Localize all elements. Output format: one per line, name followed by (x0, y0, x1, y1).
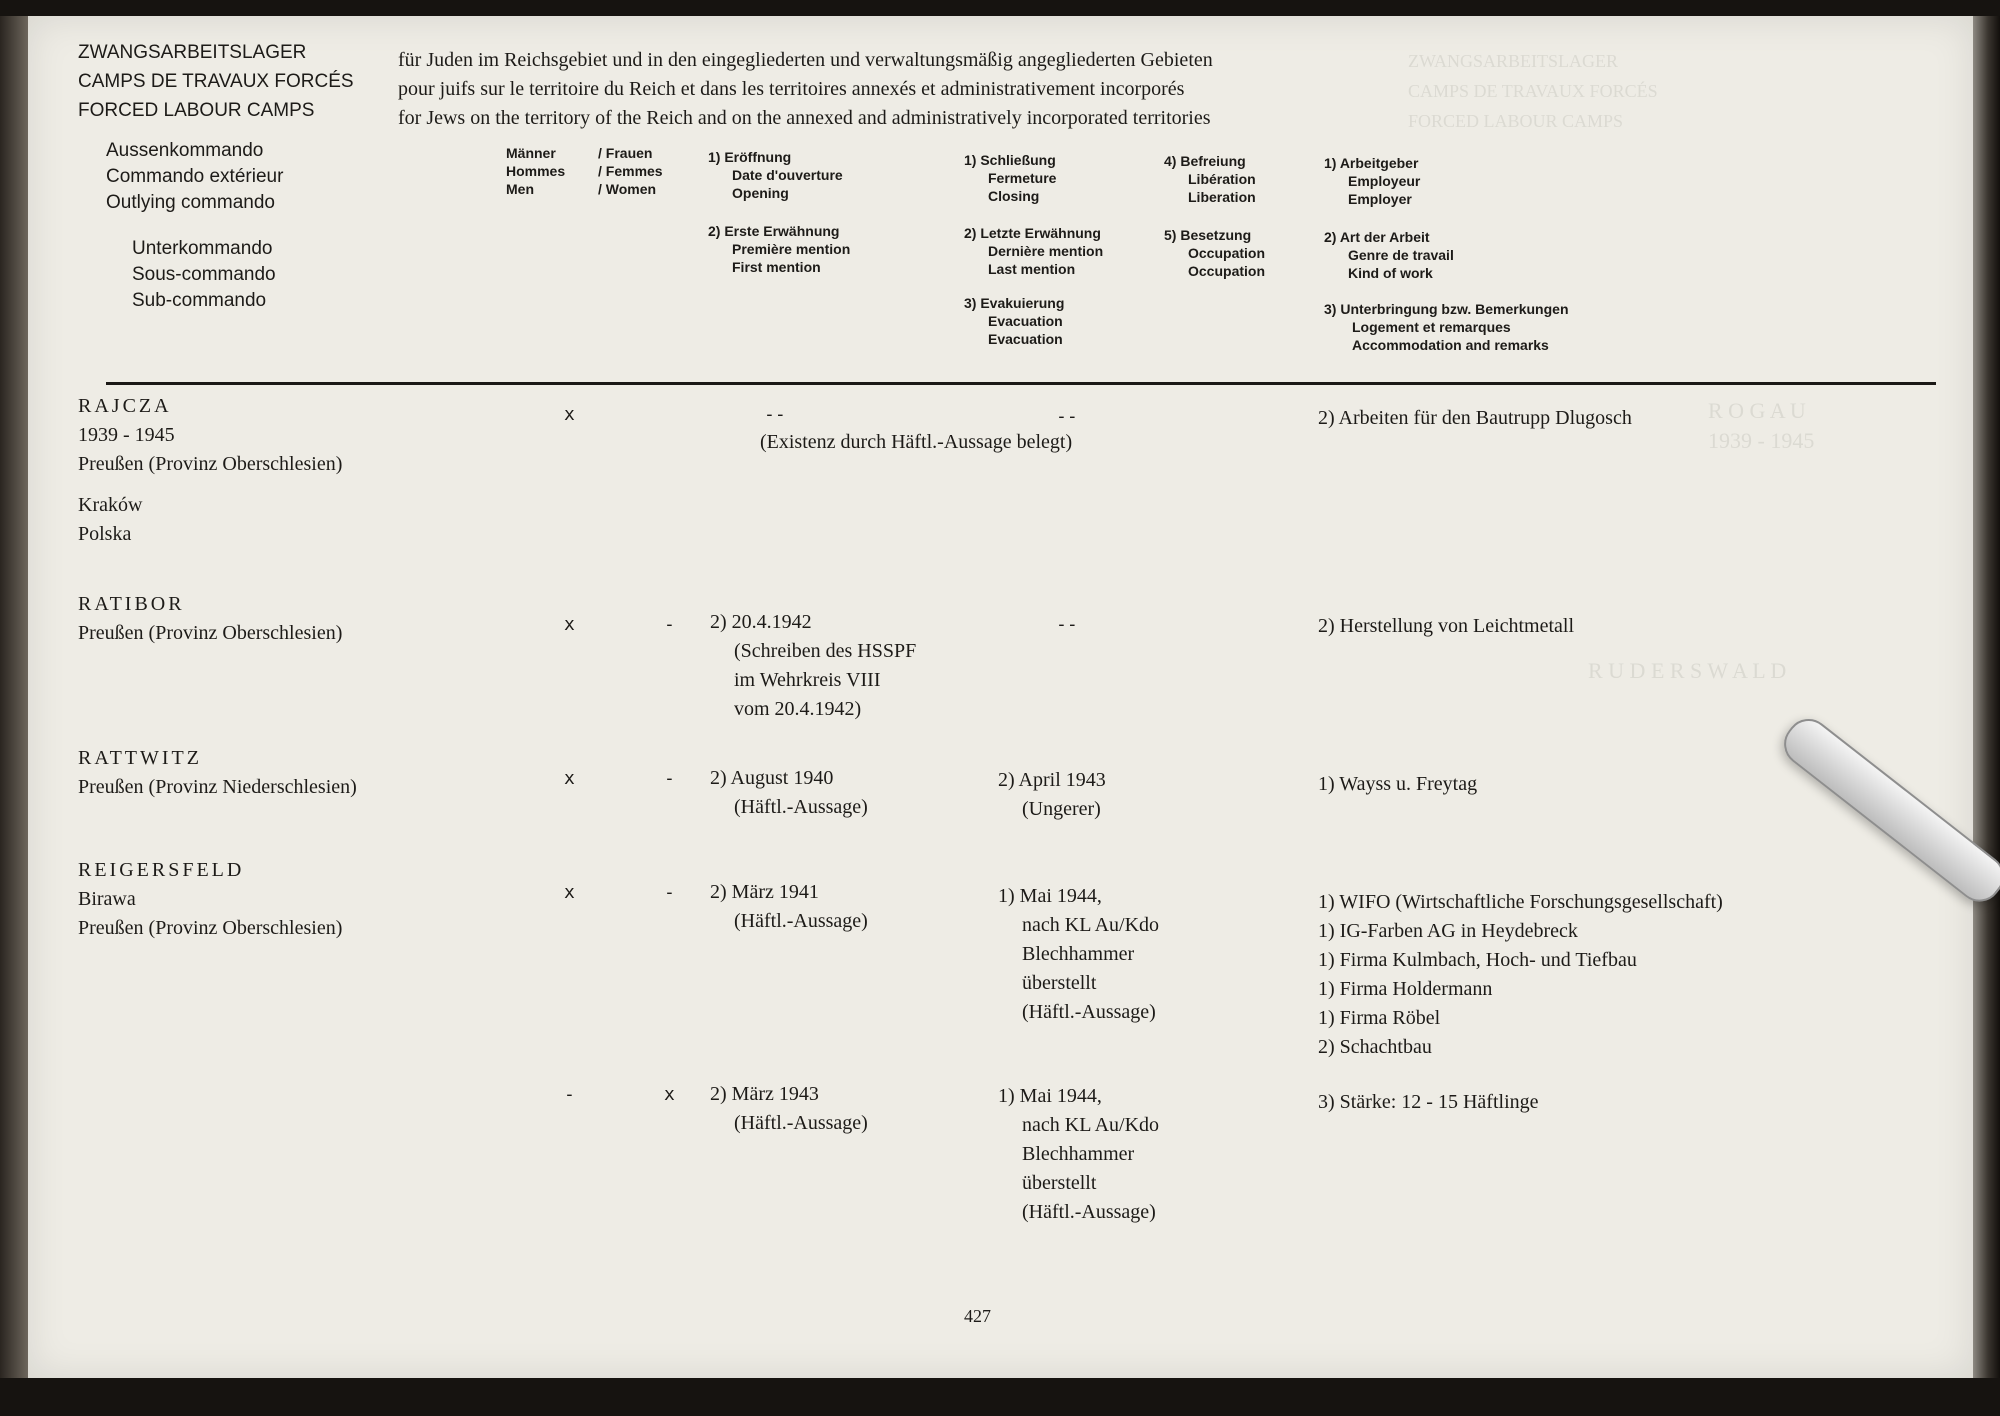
header-description (398, 46, 1213, 133)
closing-line: (Häftl.-Aussage) (1022, 1201, 1156, 1223)
legend-line: Employeur (1348, 173, 1421, 189)
legend-men (506, 144, 565, 198)
remark-line: 3) Stärke: 12 - 15 Häftlinge (1318, 1091, 1539, 1113)
women-mark: - (664, 768, 675, 789)
desc-en: for Jews on the territory of the Reich and on the annexed and administratively incorporated territories (398, 107, 1211, 129)
camp-country: Polska (78, 523, 132, 545)
legend-line: Evacuation (988, 331, 1063, 347)
legend-occupation (1164, 226, 1265, 280)
legend-line: / Frauen (598, 145, 653, 161)
entry-reigersfeld-location (78, 856, 342, 943)
legend-line: Aussenkommando (106, 140, 264, 161)
remark-line: 1) IG-Farben AG in Heydebreck (1318, 920, 1578, 942)
opening-line: (Häftl.-Aussage) (734, 910, 868, 932)
closing-date: -- (1056, 614, 1078, 635)
opening-line: (Häftl.-Aussage) (734, 796, 868, 818)
remark-line: 1) Wayss u. Freytag (1318, 773, 1478, 795)
page-number: 427 (964, 1306, 991, 1326)
legend-line: Evacuation (988, 313, 1063, 329)
closing-line: nach KL Au/Kdo (1022, 914, 1160, 936)
legend-opening (708, 148, 843, 202)
legend-line: Kind of work (1348, 265, 1433, 281)
legend-line: 1) Arbeitgeber (1324, 155, 1419, 171)
legend-line: 3) Unterbringung bzw. Bemerkungen (1324, 301, 1569, 317)
opening-line: 2) August 1940 (710, 767, 834, 789)
remark-line: 2) Arbeiten für den Bautrupp Dlugosch (1318, 407, 1632, 429)
legend-line: 1) Eröffnung (708, 149, 792, 165)
legend-liberation (1164, 152, 1256, 206)
entry-ratibor-location (78, 590, 342, 648)
bleed-through-text: ZWANGSARBEITSLAGER CAMPS DE TRAVAUX FORCÉS FORCED LABOUR CAMPS (1408, 51, 1658, 131)
desc-de: für Juden im Reichsgebiet und in den eingegliederten und verwaltungsmäßig angegliederten Gebieten (398, 49, 1213, 71)
camp-subregion: Birawa (78, 888, 136, 910)
closing-line: Blechhammer (1022, 1143, 1135, 1165)
legend-line: Opening (732, 185, 789, 201)
closing-line: 2) April 1943 (998, 769, 1106, 791)
legend-line: / Women (598, 181, 657, 197)
legend-line: 5) Besetzung (1164, 227, 1252, 243)
entry-remarks (1318, 404, 1632, 433)
men-mark: x (564, 882, 575, 903)
legend-aussenkommando (106, 138, 283, 216)
header-rule (106, 382, 1936, 385)
remark-line: 1) WIFO (Wirtschaftliche Forschungsgesellschaft) (1318, 891, 1723, 913)
legend-line: Dernière mention (988, 243, 1104, 259)
opening-line: im Wehrkreis VIII (734, 669, 881, 691)
camp-region: Preußen (Provinz Oberschlesien) (78, 917, 343, 939)
legend-line: Closing (988, 188, 1040, 204)
legend-line: Sous-commando (132, 264, 276, 285)
camp-dates: 1939 - 1945 (78, 424, 175, 446)
camp-city: Kraków (78, 494, 143, 516)
legend-line: 2) Erste Erwähnung (708, 223, 840, 239)
opening-line: 2) März 1941 (710, 881, 819, 903)
legend-employer (1324, 154, 1420, 208)
closing-line: 1) Mai 1944, (998, 885, 1102, 907)
legend-line: First mention (732, 259, 821, 275)
closing-line: nach KL Au/Kdo (1022, 1114, 1160, 1136)
closing-date (998, 1082, 1159, 1227)
title-en: FORCED LABOUR CAMPS (78, 100, 315, 121)
camp-region: Preußen (Provinz Niederschlesien) (78, 776, 357, 798)
camp-region: Preußen (Provinz Oberschlesien) (78, 622, 343, 644)
opening-date (710, 764, 868, 822)
legend-line: Première mention (732, 241, 851, 257)
closing-date (998, 766, 1106, 824)
legend-line: Outlying commando (106, 192, 275, 213)
closing-line: überstellt (1022, 1172, 1097, 1194)
camp-name: RATIBOR (78, 593, 185, 615)
legend-line: Fermeture (988, 170, 1057, 186)
men-mark: x (564, 768, 575, 789)
closing-line: Blechhammer (1022, 943, 1135, 965)
opening-date (710, 1080, 868, 1138)
legend-first-mention (708, 222, 850, 276)
women-mark: - (664, 882, 675, 903)
legend-line: 4) Befreiung (1164, 153, 1246, 169)
opening-date (710, 878, 868, 936)
legend-line: Commando extérieur (106, 166, 284, 187)
legend-line: Libération (1188, 171, 1256, 187)
entry-remarks (1318, 770, 1477, 799)
legend-line: Men (506, 181, 534, 197)
document-page (28, 16, 1973, 1378)
remark-line: 1) Firma Kulmbach, Hoch- und Tiefbau (1318, 949, 1637, 971)
legend-line: 3) Evakuierung (964, 295, 1065, 311)
closing-line: 1) Mai 1944, (998, 1085, 1102, 1107)
entry-note: (Existenz durch Häftl.-Aussage belegt) (760, 431, 1073, 453)
legend-line: Männer (506, 145, 556, 161)
opening-date (710, 608, 916, 724)
closing-line: (Häftl.-Aussage) (1022, 1001, 1156, 1023)
legend-closing (964, 151, 1056, 205)
entry-remarks (1318, 888, 1723, 1062)
legend-line: Accommodation and remarks (1352, 337, 1549, 353)
opening-line: 2) März 1943 (710, 1083, 819, 1105)
remark-line: 2) Schachtbau (1318, 1036, 1432, 1058)
legend-line: Genre de travail (1348, 247, 1454, 263)
remark-line: 1) Firma Holdermann (1318, 978, 1493, 1000)
legend-line: 1) Schließung (964, 152, 1056, 168)
closing-date (998, 882, 1159, 1027)
legend-accommodation (1324, 300, 1569, 354)
closing-line: (Ungerer) (1022, 798, 1101, 820)
legend-line: 2) Art der Arbeit (1324, 229, 1430, 245)
men-mark: x (564, 404, 575, 425)
entry-remarks (1318, 612, 1574, 641)
opening-line: (Häftl.-Aussage) (734, 1112, 868, 1134)
opening-line: (Schreiben des HSSPF (734, 640, 917, 662)
entry-remarks (1318, 1088, 1539, 1117)
camp-name: RAJCZA (78, 395, 172, 417)
women-mark: x (664, 1084, 675, 1105)
legend-line: Liberation (1188, 189, 1256, 205)
legend-line: Unterkommando (132, 238, 273, 259)
men-mark: x (564, 614, 575, 635)
desc-fr: pour juifs sur le territoire du Reich et dans les territoires annexés et administrativement incorporés (398, 78, 1185, 100)
legend-women (598, 144, 663, 198)
legend-last-mention (964, 224, 1103, 278)
legend-line: Last mention (988, 261, 1076, 277)
legend-line: Employer (1348, 191, 1412, 207)
camp-region: Preußen (Provinz Oberschlesien) (78, 453, 343, 475)
opening-line: 2) 20.4.1942 (710, 611, 812, 633)
remark-line: 1) Firma Röbel (1318, 1007, 1441, 1029)
legend-evacuation (964, 294, 1064, 348)
men-mark: - (564, 1084, 575, 1105)
legend-line: Occupation (1188, 263, 1266, 279)
legend-line: / Femmes (598, 163, 663, 179)
legend-unterkommando (132, 236, 276, 314)
camp-name: RATTWITZ (78, 747, 202, 769)
bleed-through-text: R U D E R S W A L D (1588, 658, 1787, 683)
closing-line: überstellt (1022, 972, 1097, 994)
opening-line: vom 20.4.1942) (734, 698, 862, 720)
closing-date: -- (1056, 406, 1078, 427)
legend-line: Occupation (1188, 245, 1266, 261)
legend-kind-of-work (1324, 228, 1454, 282)
legend-line: Hommes (506, 163, 566, 179)
bleed-through-text: R O G A U 1939 - 1945 (1708, 398, 1815, 453)
remark-line: 2) Herstellung von Leichtmetall (1318, 615, 1575, 637)
opening-date: -- (764, 404, 786, 425)
entry-rattwitz-location (78, 744, 357, 802)
title-fr: CAMPS DE TRAVAUX FORCÉS (78, 71, 354, 92)
women-mark: - (664, 614, 675, 635)
legend-line: Sub-commando (132, 290, 267, 311)
legend-line: 2) Letzte Erwähnung (964, 225, 1101, 241)
header-titles (78, 38, 354, 125)
legend-line: Logement et remarques (1352, 319, 1511, 335)
title-de: ZWANGSARBEITSLAGER (78, 42, 307, 63)
camp-name: REIGERSFELD (78, 859, 245, 881)
legend-line: Date d'ouverture (732, 167, 843, 183)
book-spine (0, 16, 28, 1378)
entry-rajcza-location (78, 392, 342, 549)
